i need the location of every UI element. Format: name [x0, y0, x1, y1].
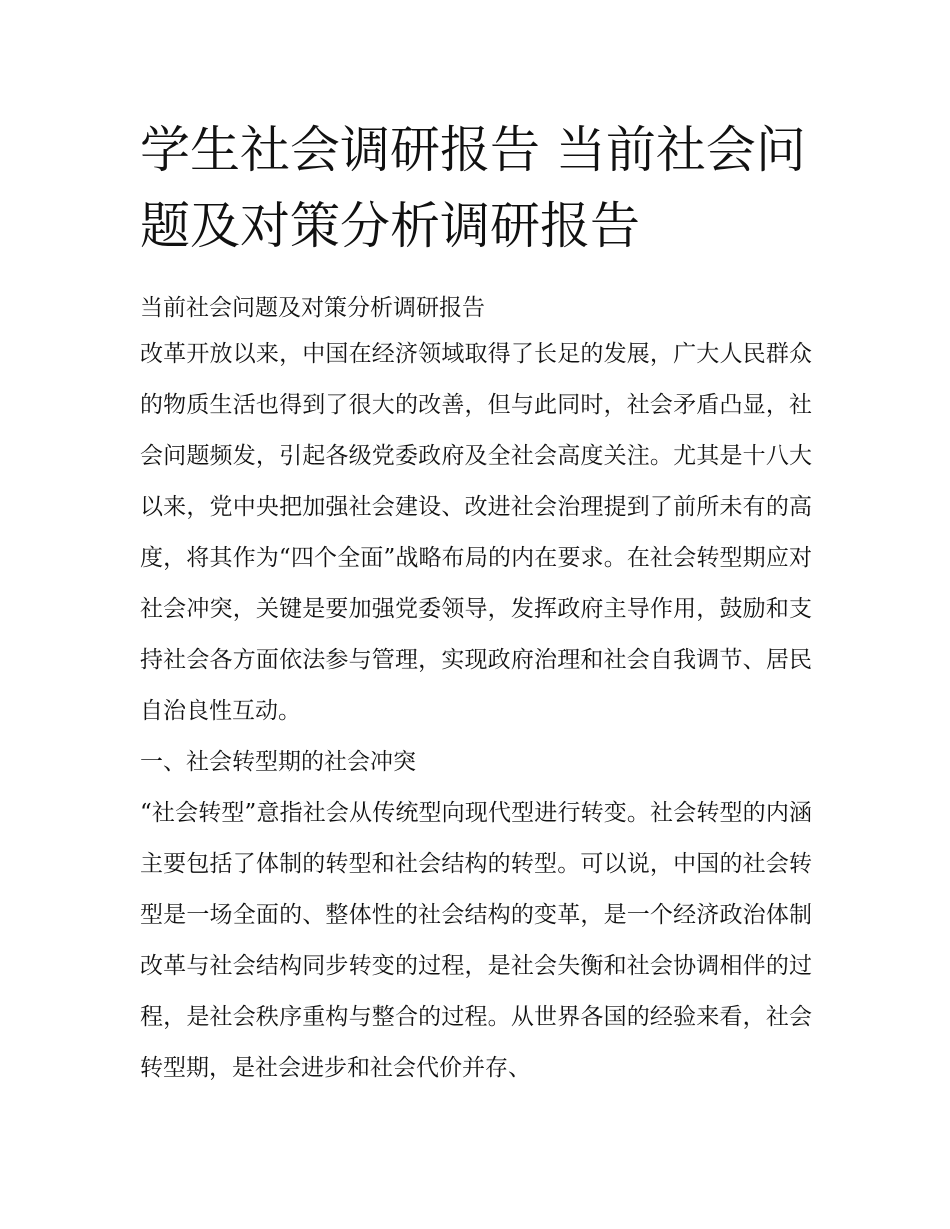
- document-body: [140, 112, 812, 1094]
- intro-paragraph: 改革开放以来，中国在经济领域取得了长足的发展，广大人民群众的物质生活也得到了很大的改善，但与此同时，社会矛盾凸显，社会问题频发，引起各级党委政府及全社会高度关注。尤其是十八大以来，党中央把加强社会建设、改进社会治理提到了前所未有的高度，将其作为“四个全面”战略布局的内在要求。在社会转型期应对社会冲突，关键是要加强党委领导，发挥政府主导作用，鼓励和支持社会各方面依法参与管理，实现政府治理和社会自我调节、居民自治良性互动。: [140, 341, 812, 724]
- section-heading-1: 一、社会转型期的社会冲突: [140, 749, 416, 775]
- document-subtitle: 当前社会问题及对策分析调研报告: [140, 295, 485, 321]
- section-paragraph-1: “社会转型”意指社会从传统型向现代型进行转变。社会转型的内涵主要包括了体制的转型和社会结构的转型。可以说，中国的社会转型是一场全面的、整体性的社会结构的变革，是一个经济政治体制改革与社会结构同步转变的过程，是社会失衡和社会协调相伴的过程，是社会秩序重构与整合的过程。从世界各国的经验来看，社会转型期，是社会进步和社会代价并存、: [140, 800, 812, 1081]
- document-title: 学生社会调研报告 当前社会问题及对策分析调研报告: [140, 121, 806, 255]
